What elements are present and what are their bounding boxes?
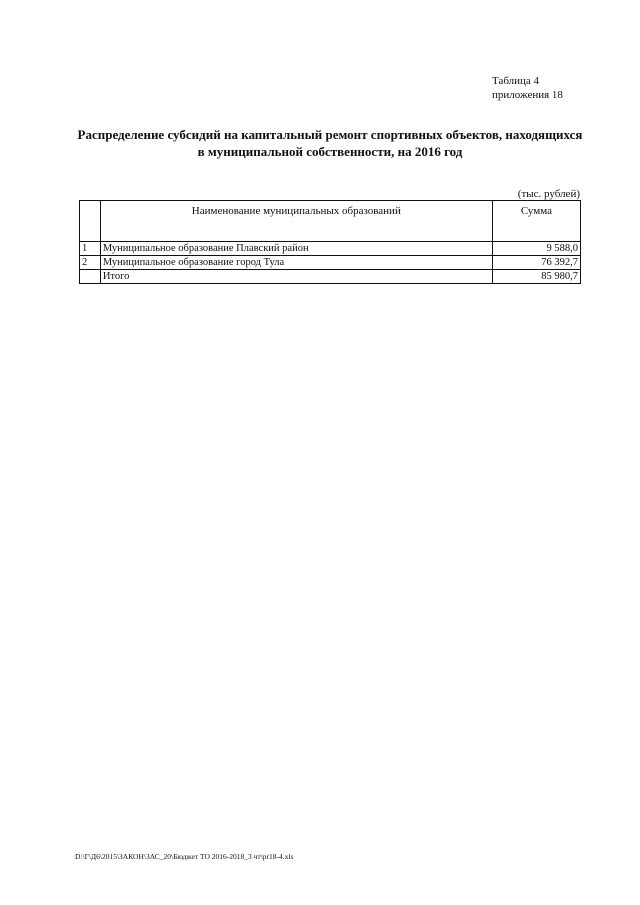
title-line-1: Распределение субсидий на капитальный ремонт спортивных объектов, находящихся (77, 127, 583, 142)
row-number: 1 (80, 242, 101, 256)
table-row (80, 242, 581, 256)
row-sum: 9 588,0 (492, 242, 580, 256)
title-line-2: в муниципальной собственности, на 2016 год (197, 144, 463, 159)
table-number: Таблица 4 (492, 75, 540, 87)
file-path-footer: D:\Г\Д6\2015\ЗАКОН\ЗАС_20\Бюджет ТО 2016-2018_3 чт\pr18-4.xls (75, 852, 294, 861)
row-number: 2 (80, 256, 101, 270)
header-name: Наименование муниципальных образований (100, 201, 492, 242)
table-total-row (80, 270, 581, 284)
total-sum: 85 980,7 (492, 270, 580, 284)
header-number (80, 201, 101, 242)
table-reference (492, 74, 563, 102)
appendix-number: приложения 18 (492, 89, 563, 101)
total-number (80, 270, 101, 284)
row-sum: 76 392,7 (492, 256, 580, 270)
row-name: Муниципальное образование Плавский район (100, 242, 492, 256)
table-header-row (80, 201, 581, 242)
document-title (60, 126, 600, 160)
units-label: (тыс. рублей) (517, 188, 580, 200)
header-sum: Сумма (492, 201, 580, 242)
total-label: Итого (100, 270, 492, 284)
subsidy-table (79, 200, 581, 284)
table-row (80, 256, 581, 270)
row-name: Муниципальное образование город Тула (100, 256, 492, 270)
